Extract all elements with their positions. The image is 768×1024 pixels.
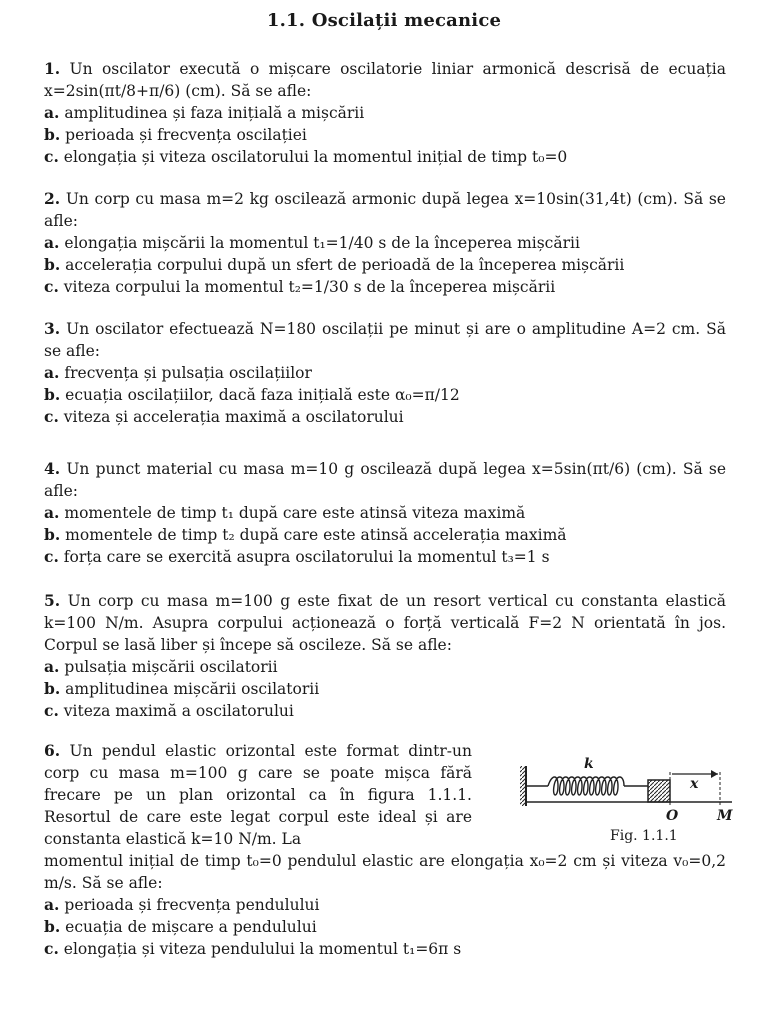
problem-3 (44, 318, 726, 428)
spring-pendulum-figure (518, 746, 738, 846)
problem-6 (44, 740, 733, 960)
problem-number: 5. (44, 591, 61, 610)
list-item: a. amplitudinea și faza inițială a mișcării (44, 103, 365, 122)
list-item: c. elongația și viteza oscilatorului la momentul inițial de timp t₀=0 (44, 147, 568, 166)
list-item: b. perioada și frecvența oscilației (44, 125, 307, 144)
problem-statement: 3. Un oscilator efectuează N=180 oscilații pe minut și are o amplitudine A=2 cm. Să se afle: (44, 319, 726, 360)
displacement-label: x (690, 776, 699, 792)
problem-number: 1. (44, 59, 61, 78)
list-item: a. momentele de timp t₁ după care este atinsă viteza maximă (44, 503, 526, 522)
problem-2 (44, 188, 726, 298)
list-item: b. momentele de timp t₂ după care este atinsă accelerația maximă (44, 525, 567, 544)
problem-number: 2. (44, 189, 61, 208)
list-item: b. ecuația de mișcare a pendulului (44, 917, 317, 936)
max-label: M (717, 808, 733, 824)
list-item: c. viteza și accelerația maximă a oscilatorului (44, 407, 404, 426)
spring-coil (548, 777, 624, 795)
list-item: a. perioada și frecvența pendulului (44, 895, 320, 914)
problem-1 (44, 58, 726, 168)
problem-number: 3. (44, 319, 61, 338)
problem-number: 6. (44, 741, 61, 760)
list-item: c. elongația și viteza pendulului la momentul t₁=6π s (44, 939, 462, 958)
list-item: b. accelerația corpului după un sfert de perioadă de la începerea mișcării (44, 255, 625, 274)
list-item: b. ecuația oscilațiilor, dacă faza inițială este α₀=π/12 (44, 385, 460, 404)
list-item: c. forța care se exercită asupra oscilatorului la momentul t₃=1 s (44, 547, 550, 566)
problem-statement: 6. Un pendul elastic orizontal este format dintr-un corp cu masa m=100 g care se poate mișca fără frecare pe un plan orizontal ca în figura 1.1.1. Resortul de care este legat corpul este ideal și are constanta elastică k=10 N/m. La (44, 741, 472, 848)
arrow-head-icon (711, 770, 718, 778)
figure-caption: Fig. 1.1.1 (610, 828, 678, 844)
mass-block (648, 780, 670, 802)
list-item: a. frecvența și pulsația oscilațiilor (44, 363, 312, 382)
list-item: b. amplitudinea mișcării oscilatorii (44, 679, 320, 698)
problem-statement-continued: momentul inițial de timp t₀=0 pendulul elastic are elongația x₀=2 cm și viteza v₀=0,2 m/s. Să se afle: (44, 852, 726, 892)
page-title: 1.1. Oscilații mecanice (266, 10, 502, 31)
problem-statement: 4. Un punct material cu masa m=10 g oscilează după legea x=5sin(πt/6) (cm). Să se afle: (44, 459, 726, 500)
list-item: c. viteza corpului la momentul t₂=1/30 s de la începerea mișcării (44, 277, 556, 296)
problem-5 (44, 590, 726, 722)
problem-number: 4. (44, 459, 61, 478)
problem-statement: 1. Un oscilator execută o mișcare oscilatorie liniar armonică descrisă de ecuația x=2sin(πt/8+π/6) (cm). Să se afle: (44, 59, 726, 100)
problem-4 (44, 458, 726, 568)
problem-statement: 2. Un corp cu masa m=2 kg oscilează armonic după legea x=10sin(31,4t) (cm). Să se afle: (44, 189, 726, 230)
list-item: c. viteza maximă a oscilatorului (44, 701, 294, 720)
problem-statement: 5. Un corp cu masa m=100 g este fixat de un resort vertical cu constanta elastică k=100 N/m. Asupra corpului acționează o forță verticală F=2 N orientată în jos. Corpul se lasă liber și începe să oscileze. Să se afle: (44, 591, 726, 654)
list-item: a. elongația mișcării la momentul t₁=1/40 s de la începerea mișcării (44, 233, 580, 252)
origin-label: O (666, 808, 679, 824)
list-item: a. pulsația mișcării oscilatorii (44, 657, 278, 676)
spring-label: k (584, 756, 594, 772)
